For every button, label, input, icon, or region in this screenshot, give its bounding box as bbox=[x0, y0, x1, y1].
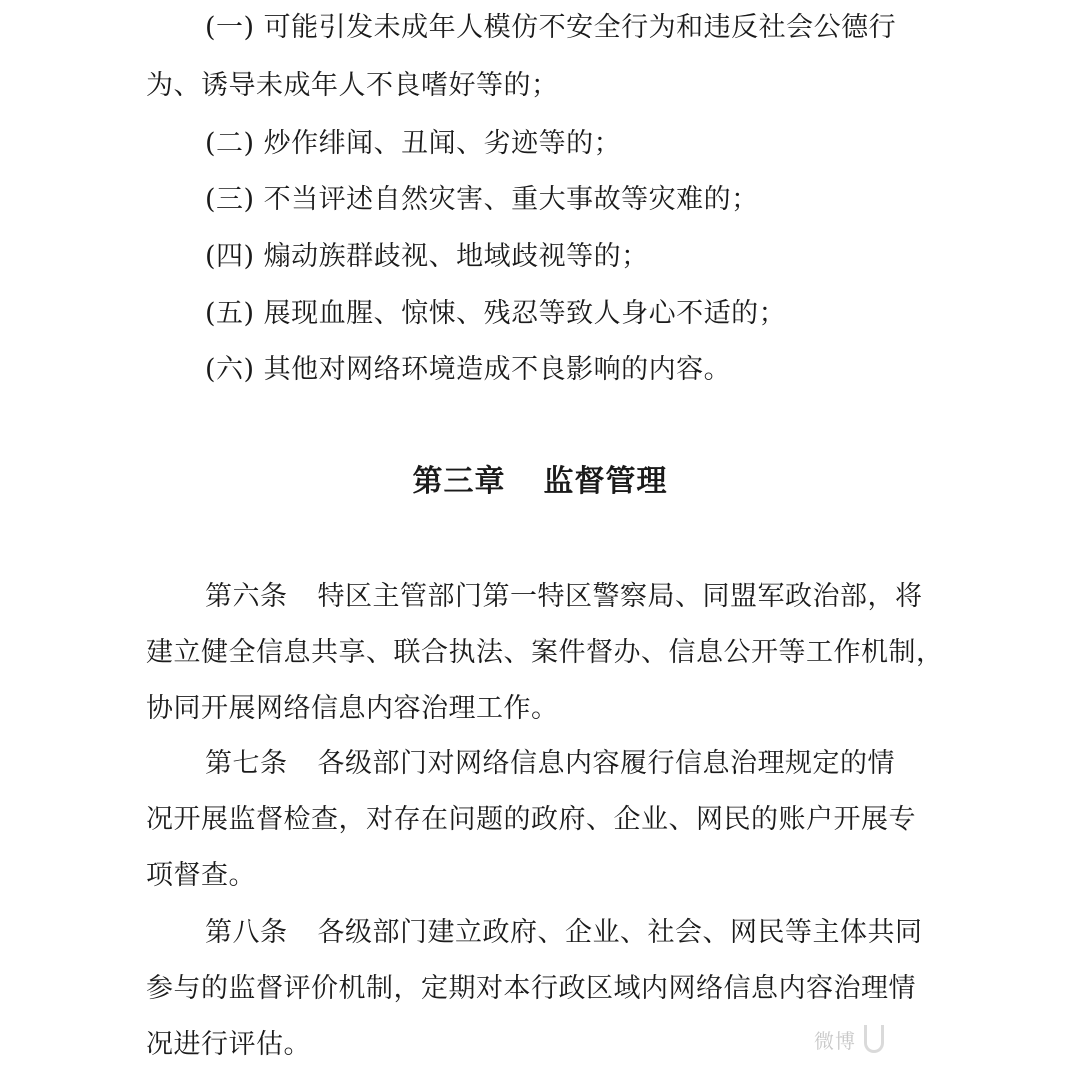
chapter-label: 第三章 bbox=[412, 464, 506, 499]
article-seven-text: 各级部门对网络信息内容履行信息治理规定的情 bbox=[317, 748, 895, 779]
item-six: (六) 其他对网络环境造成不良影响的内容。 bbox=[205, 354, 732, 385]
item-three: (三) 不当评述自然灾害、重大事故等灾难的； bbox=[205, 184, 759, 215]
article-six-line-3: 协同开展网络信息内容治理工作。 bbox=[146, 693, 559, 724]
article-eight-line-2: 参与的监督评价机制，定期对本行政区域内网络信息内容治理情 bbox=[146, 973, 916, 1004]
article-seven-line-2: 况开展监督检查，对存在问题的政府、企业、网民的账户开展专 bbox=[146, 804, 916, 835]
item-one: (一) 可能引发未成年人模仿不安全行为和违反社会公德行 bbox=[205, 12, 897, 43]
watermark-logo-icon bbox=[864, 1025, 884, 1053]
chapter-title: 监督管理 bbox=[543, 464, 668, 499]
watermark bbox=[814, 1022, 1056, 1056]
article-seven-line-1 bbox=[205, 746, 895, 782]
article-eight-label: 第八条 bbox=[205, 917, 288, 948]
article-eight-text: 各级部门建立政府、企业、社会、网民等主体共同 bbox=[317, 917, 923, 948]
chapter-heading bbox=[0, 462, 1080, 502]
article-six-text: 特区主管部门第一特区警察局、同盟军政治部，将 bbox=[317, 581, 923, 612]
watermark-text: 微博 bbox=[814, 1028, 856, 1053]
article-eight-line-1 bbox=[205, 915, 923, 951]
article-six-line-2: 建立健全信息共享、联合执法、案件督办、信息公开等工作机制， bbox=[146, 637, 944, 668]
article-seven-line-3: 项督查。 bbox=[146, 860, 256, 891]
item-one-continuation: 为、诱导未成年人不良嗜好等的； bbox=[146, 70, 559, 101]
item-two: (二) 炒作绯闻、丑闻、劣迹等的； bbox=[205, 128, 622, 159]
item-four: (四) 煽动族群歧视、地域歧视等的； bbox=[205, 241, 649, 272]
article-six-label: 第六条 bbox=[205, 581, 288, 612]
article-six-line-1 bbox=[205, 579, 923, 615]
article-seven-label: 第七条 bbox=[205, 748, 288, 779]
article-eight-line-3: 况进行评估。 bbox=[146, 1029, 311, 1060]
item-five: (五) 展现血腥、惊悚、残忍等致人身心不适的； bbox=[205, 298, 787, 329]
